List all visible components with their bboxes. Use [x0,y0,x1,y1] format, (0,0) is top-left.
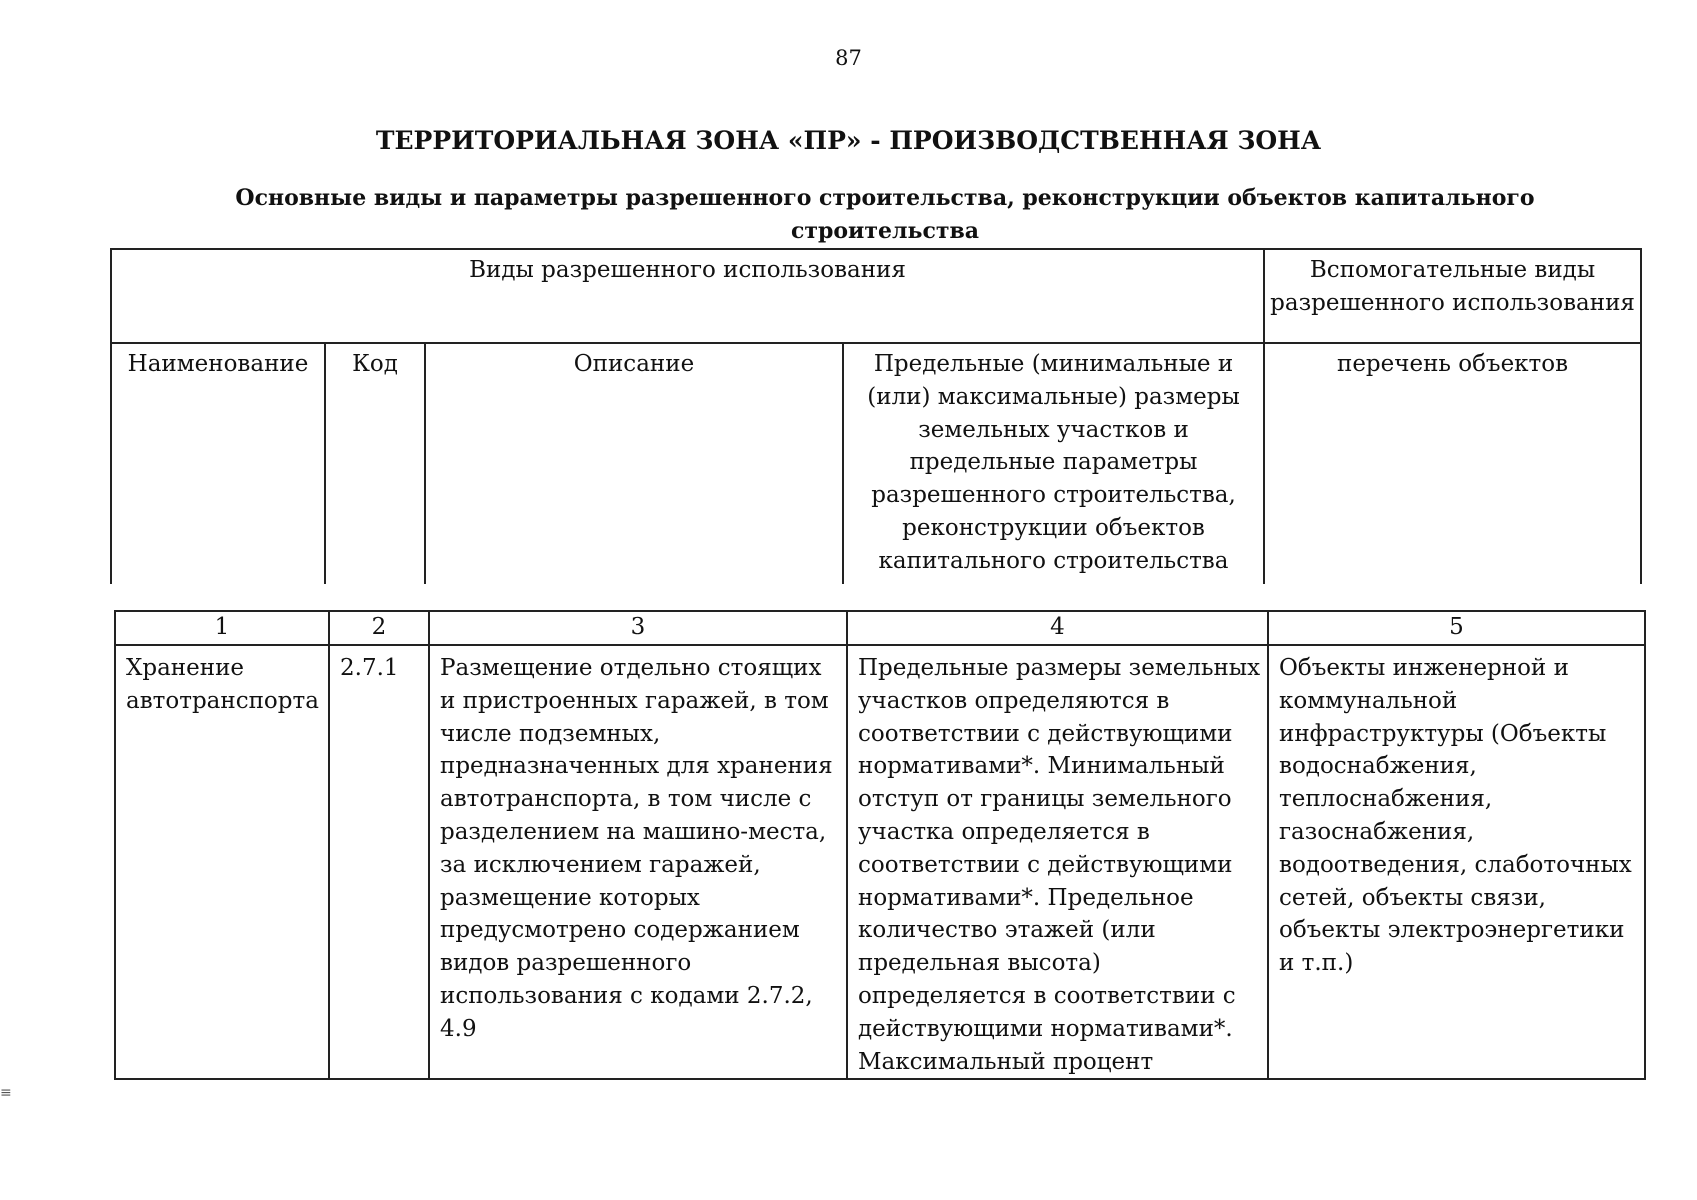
group-main-header: Виды разрешенного использования [111,249,1264,343]
table-body [114,610,1646,1080]
col-objects-header: перечень объектов [1264,343,1641,584]
col-limits-header: Предельные (минимальные и (или) максимальные) размеры земельных участков и предельные параметры разрешенного строительства, реконструкции объектов капитального строительства [843,343,1264,584]
cell-objects: Объекты инженерной и коммунальной инфраструктуры (Объекты водоснабжения, теплоснабжения, газоснабжения, водоотведения, слаботочных сетей, объекты связи, объекты электроэнергетики и т.п.) [1268,645,1645,1079]
table-header [110,248,1642,584]
column-number: 4 [847,611,1268,645]
col-name-header: Наименование [111,343,325,584]
group-aux-header: Вспомогательные виды разрешенного использования [1264,249,1641,343]
table-row [115,645,1645,1079]
column-number: 5 [1268,611,1645,645]
col-code-header: Код [325,343,425,584]
column-number: 3 [429,611,847,645]
col-description-header: Описание [425,343,843,584]
cell-limits: Предельные размеры земельных участков определяются в соответствии с действующими нормативами*. Минимальный отступ от границы земельного участка определяется в соответствии с действующими нормативами*. Предельное количество этажей (или предельная высота) определяется в соответствии с действующими нормативами*. Максимальный процент [847,645,1268,1079]
cell-description: Размещение отдельно стоящих и пристроенных гаражей, в том числе подземных, предназначенных для хранения автотранспорта, в том числе с разделением на машино-места, за исключением гаражей, размещение которых предусмотрено содержанием видов разрешенного использования с кодами 2.7.2, 4.9 [429,645,847,1079]
cell-code: 2.7.1 [329,645,429,1079]
zone-title: ТЕРРИТОРИАЛЬНАЯ ЗОНА «ПР» - ПРОИЗВОДСТВЕННАЯ ЗОНА [375,126,1322,155]
page-number: 87 [835,46,862,70]
column-number: 2 [329,611,429,645]
cell-name: Хранение автотранспорта [115,645,329,1079]
section-title: Основные виды и параметры разрешенного строительства, реконструкции объектов капитального строительства [235,185,1535,244]
column-number: 1 [115,611,329,645]
margin-mark: ≡ [0,1085,12,1101]
